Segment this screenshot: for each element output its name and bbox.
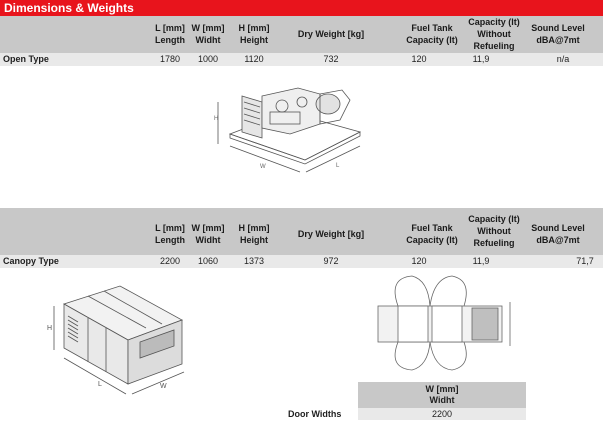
header-length: L [mm] Length <box>155 23 185 45</box>
canopy-type-label: Canopy Type <box>3 256 59 266</box>
l-dim-label: L <box>336 163 340 169</box>
door-widths-label: Door Widths <box>288 409 342 419</box>
canopy-sound: 71,7 <box>576 256 594 266</box>
open-sound: n/a <box>556 54 570 64</box>
door-widths-value: 2200 <box>358 408 526 420</box>
open-width: 1000 <box>197 54 219 64</box>
header-width-2: W [mm] Widht <box>191 223 225 245</box>
canopy-dry-weight: 972 <box>323 256 339 266</box>
open-type-row <box>0 53 603 66</box>
header-dry-weight-2: Dry Weight [kg] <box>297 229 365 239</box>
header-capacity: Capacity (lt) Without Refueling <box>468 17 520 51</box>
open-fuel-tank: 120 <box>411 54 427 64</box>
header-sound: Sound Level dBA@7mt <box>531 23 585 45</box>
canopy-capacity: 11,9 <box>472 256 490 266</box>
canopy-height: 1373 <box>243 256 265 266</box>
open-type-label: Open Type <box>3 54 49 64</box>
w-dim-label: W <box>260 164 266 170</box>
open-type-drawing <box>210 72 370 187</box>
header-dry-weight: Dry Weight [kg] <box>297 29 365 39</box>
section-title: Dimensions & Weights <box>0 0 603 16</box>
canopy-w-label: W <box>160 383 167 390</box>
canopy-h-label: H <box>47 325 53 332</box>
header-capacity-2: Capacity (lt) Without Refueling <box>468 214 520 248</box>
header-fuel-tank-2: Fuel Tank Capacity (lt) <box>406 223 458 245</box>
canopy-width: 1060 <box>197 256 219 266</box>
header-width: W [mm] Widht <box>191 23 225 45</box>
door-widths-header: W [mm] Widht <box>358 382 526 408</box>
open-length: 1780 <box>159 54 181 64</box>
header-length-2: L [mm] Length <box>155 223 185 245</box>
header-height-2: H [mm] Height <box>238 223 270 245</box>
header-height: H [mm] Height <box>238 23 270 45</box>
h-dim-label: H <box>214 116 219 122</box>
open-dry-weight: 732 <box>323 54 339 64</box>
canopy-type-header <box>0 208 603 255</box>
canopy-l-label: L <box>98 381 102 388</box>
canopy-type-drawing <box>40 276 200 408</box>
canopy-top-view <box>368 272 518 372</box>
header-fuel-tank: Fuel Tank Capacity (lt) <box>406 23 458 45</box>
canopy-fuel-tank: 120 <box>411 256 427 266</box>
canopy-length: 2200 <box>159 256 181 266</box>
open-height: 1120 <box>244 54 264 64</box>
open-capacity: 11,9 <box>472 54 490 64</box>
canopy-type-row <box>0 255 603 268</box>
header-sound-2: Sound Level dBA@7mt <box>531 223 585 245</box>
